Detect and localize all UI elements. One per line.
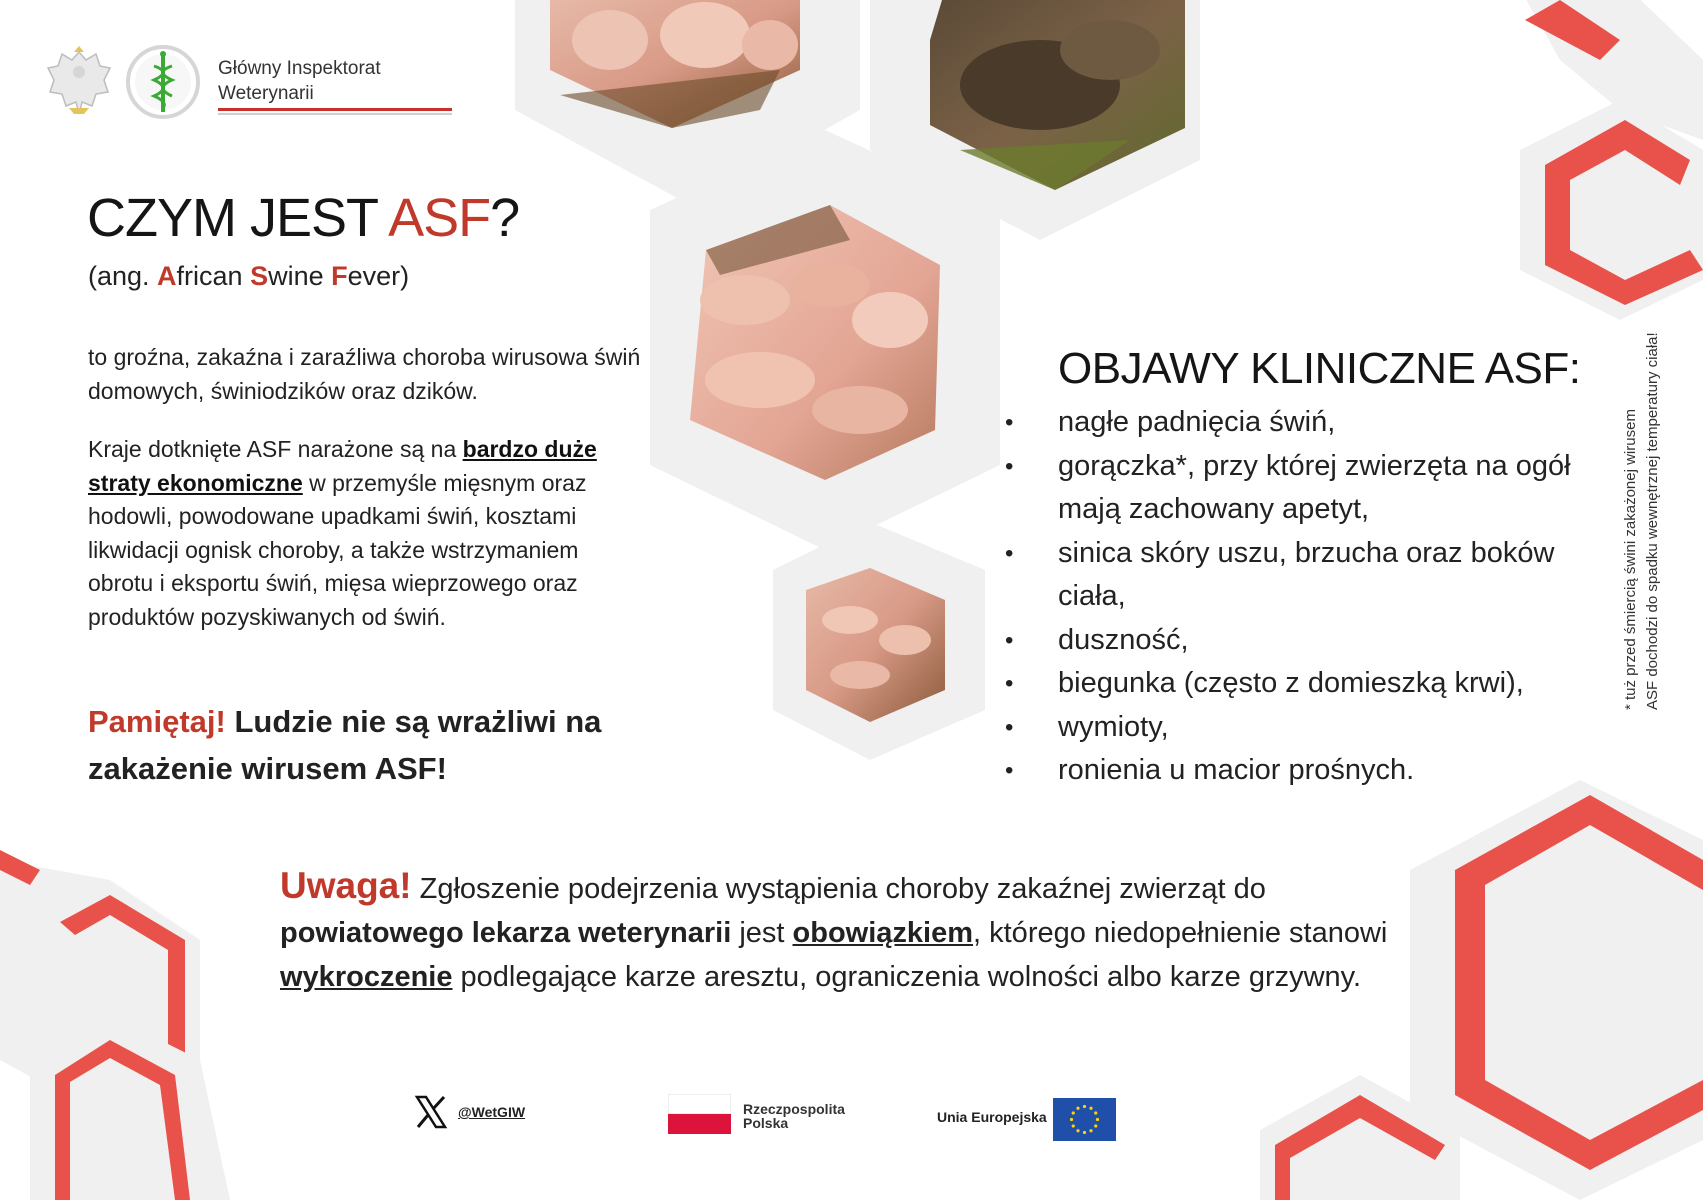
economic-impact-paragraph — [88, 433, 648, 634]
rp-line1: Rzeczpospolita — [743, 1101, 845, 1117]
remember-label: Pamiętaj! — [88, 704, 226, 739]
bullet-icon: • — [1005, 626, 1014, 654]
org-name-line1: Główny Inspektorat — [218, 58, 381, 79]
eu-flag-icon — [1053, 1098, 1116, 1141]
subtitle-part: wine — [268, 261, 332, 291]
symptom-text: gorączka*, przy której zwierzęta na ogół mają zachowany apetyt, — [1058, 449, 1571, 525]
bullet-icon: • — [1005, 757, 1014, 784]
eu-star-icon — [1083, 1105, 1086, 1108]
remember-text: Ludzie nie są wrażliwi na zakażenie wirusem ASF! — [88, 704, 602, 786]
subtitle-initial: F — [331, 261, 348, 291]
rp-line2: Polska — [743, 1115, 789, 1131]
eu-star-icon — [1094, 1111, 1097, 1114]
subtitle-part: frican — [176, 261, 251, 291]
footnote-line2: ASF dochodzi do spadku wewnętrznej temperatury ciała! — [1644, 332, 1661, 710]
symptom-item — [1003, 662, 1623, 706]
subtitle-initial: A — [157, 261, 177, 291]
paragraph-text: Kraje dotknięte ASF narażone są na — [88, 436, 463, 462]
bullet-icon: • — [1005, 539, 1014, 567]
symptom-text: ronienia u macior prośnych. — [1058, 754, 1415, 786]
footnote-line1: * tuż przed śmiercią świni zakażonej wirusem — [1622, 409, 1639, 710]
eu-star-icon — [1070, 1118, 1073, 1121]
symptom-text: sinica skóry uszu, brzucha oraz boków ciała, — [1058, 536, 1555, 612]
warning-emphasis: wykroczenie — [280, 961, 453, 993]
caduceus-logo-icon — [124, 44, 202, 120]
page-title — [87, 188, 519, 248]
eu-star-icon — [1072, 1124, 1075, 1127]
bullet-icon: • — [1005, 452, 1014, 480]
rzeczpospolita-label — [743, 1102, 863, 1130]
warning-emphasis: obowiązkiem — [792, 917, 974, 949]
org-name-line2: Weterynarii — [218, 83, 314, 104]
eu-star-icon — [1072, 1111, 1075, 1114]
symptom-text: nagłe padnięcia świń, — [1058, 406, 1336, 438]
paragraph-text: w przemyśle mięsnym oraz hodowli, powodowane upadkami świń, kosztami likwidacji ognisk choroby, a także wstrzymaniem obrotu i eksportu świń, mięsa wieprzowego oraz produktów pozyskiwanych od świń. — [88, 469, 587, 630]
symptom-text: duszność, — [1058, 623, 1189, 656]
warning-label: Uwaga! — [280, 865, 412, 906]
subtitle-part: (ang. — [88, 261, 158, 291]
symptom-text: biegunka (często z domieszką krwi), — [1058, 667, 1524, 699]
org-underline — [218, 108, 452, 111]
warning-paragraph — [280, 864, 1410, 999]
eu-star-icon — [1094, 1124, 1097, 1127]
eu-star-icon — [1089, 1129, 1092, 1132]
paragraph-emphasis: bardzo duże straty ekonomiczne — [88, 436, 597, 496]
symptoms-list — [1003, 401, 1623, 793]
org-underline-secondary — [218, 113, 452, 115]
eu-star-icon — [1089, 1107, 1092, 1110]
symptom-item — [1003, 706, 1623, 750]
symptom-item — [1003, 445, 1623, 532]
symptom-item — [1003, 619, 1623, 663]
bullet-icon: • — [1005, 409, 1014, 436]
symptom-item — [1003, 749, 1623, 793]
warning-text: jest — [731, 917, 793, 949]
warning-text: Zgłoszenie podejrzenia wystąpienia choroby zakaźnej zwierząt do — [411, 873, 1266, 905]
eagle-emblem-icon — [44, 44, 114, 118]
eu-label: Unia Europejska — [937, 1109, 1047, 1125]
x-handle-link[interactable]: @WetGIW — [458, 1104, 526, 1120]
warning-text: , którego niedopełnienie stanowi — [973, 917, 1388, 949]
warning-emphasis: powiatowego lekarza weterynarii — [280, 917, 732, 949]
title-accent: ASF — [388, 188, 491, 248]
definition-paragraph: to groźna, zakaźna i zaraźliwa choroba wirusowa świń domowych, świniodzików oraz dzików. — [88, 344, 641, 404]
eu-star-icon — [1096, 1118, 1099, 1121]
title-suffix: ? — [490, 188, 520, 248]
remember-note — [88, 698, 648, 792]
subtitle-initial: S — [250, 261, 269, 291]
title-prefix: CZYM JEST — [87, 188, 389, 248]
eu-star-icon — [1076, 1129, 1079, 1132]
warning-text: podlegające karze aresztu, ograniczenia wolności albo karze grzywny. — [452, 961, 1362, 993]
symptom-text: wymioty, — [1058, 710, 1169, 743]
page-subtitle — [88, 259, 409, 293]
subtitle-part: ever) — [347, 261, 410, 291]
symptoms-title: OBJAWY KLINICZNE ASF: — [1058, 344, 1581, 393]
bullet-icon: • — [1005, 713, 1014, 741]
symptom-item — [1003, 532, 1623, 619]
x-logo-icon[interactable] — [414, 1095, 448, 1129]
temperature-footnote — [1620, 290, 1664, 710]
symptom-item — [1003, 401, 1623, 445]
organization-name — [218, 56, 458, 106]
polish-flag-icon — [668, 1094, 731, 1134]
bullet-icon: • — [1005, 670, 1014, 697]
eu-star-icon — [1083, 1131, 1086, 1134]
eu-star-icon — [1076, 1107, 1079, 1110]
